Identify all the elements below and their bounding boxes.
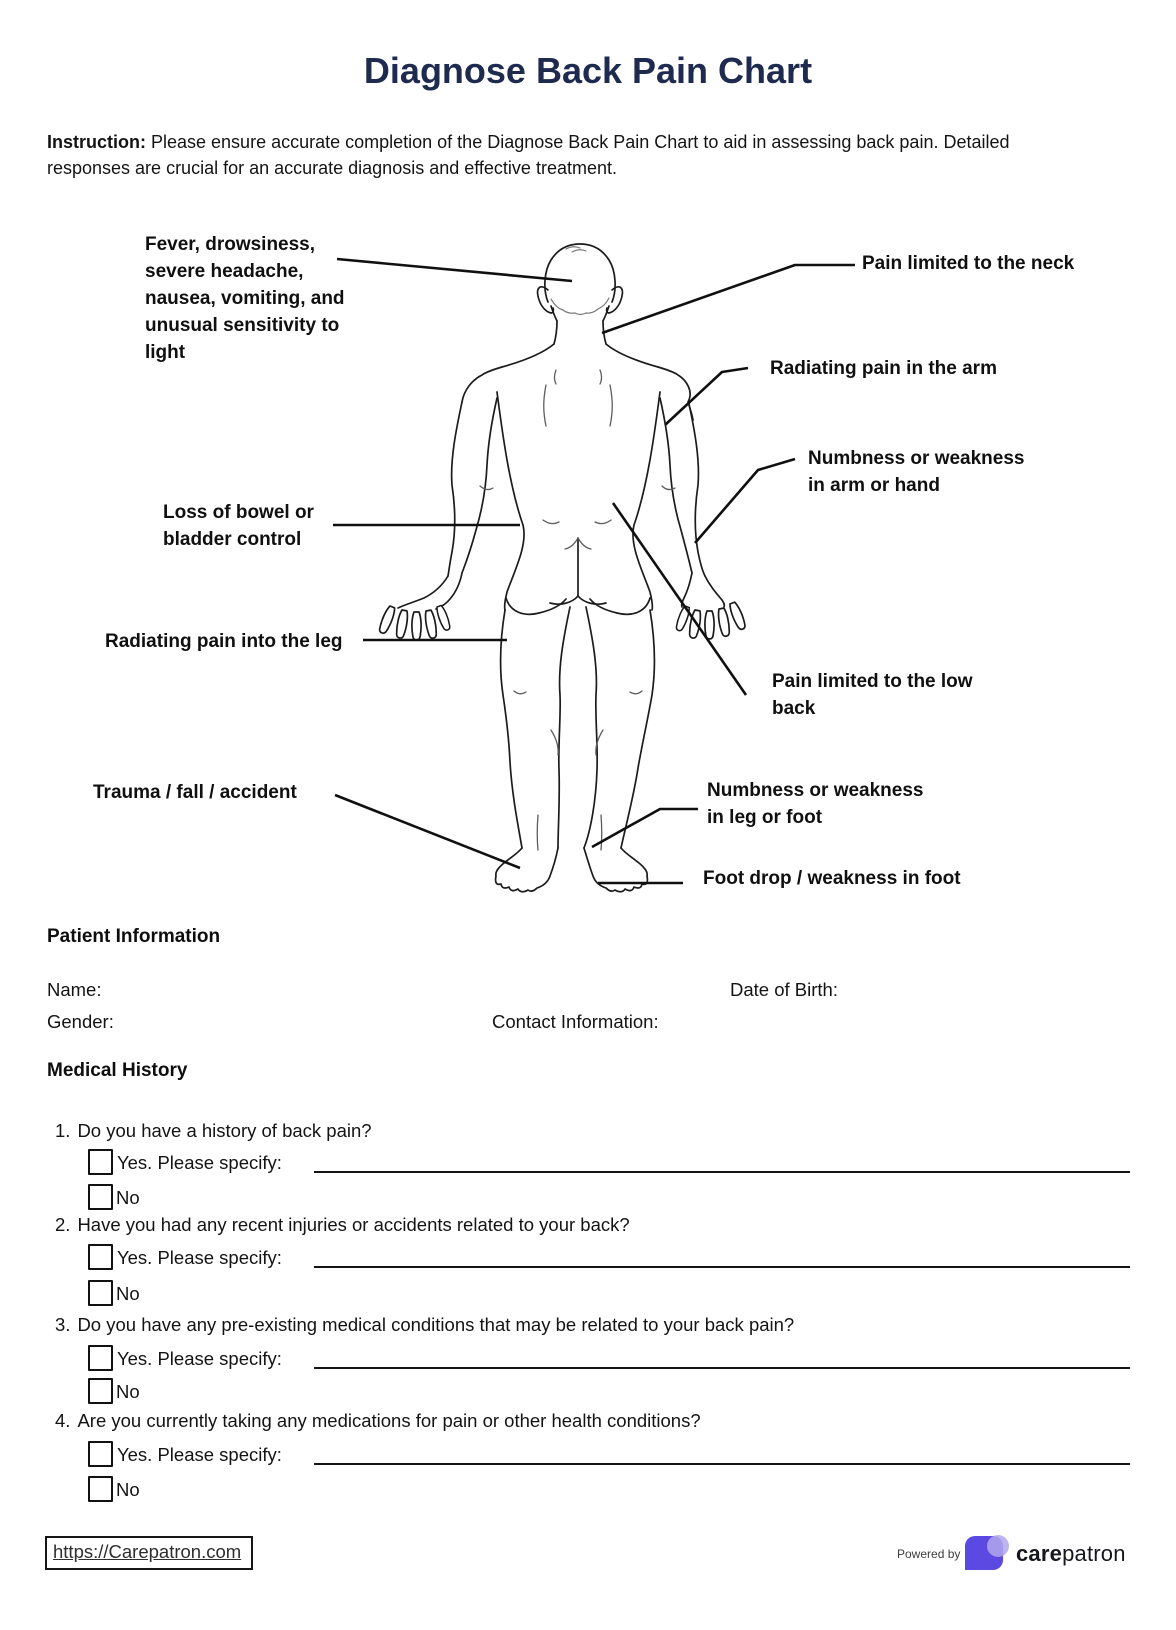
diagram-label-neck: Pain limited to the neck — [862, 253, 1075, 274]
callout-low-back — [613, 503, 746, 695]
q1-yes-label: Yes. Please specify: — [117, 1152, 282, 1173]
q3-no-checkbox[interactable] — [88, 1378, 113, 1404]
instruction-label: Instruction: — [47, 132, 146, 152]
q1-no-label: No — [116, 1187, 140, 1208]
q4-yes-label: Yes. Please specify: — [117, 1444, 282, 1465]
name-label: Name: — [47, 979, 102, 1000]
instruction-text: Please ensure accurate completion of the Diagnose Back Pain Chart to aid in assessing back pain. Detailed responses are crucial for an accurate diagnosis and effective treatment. — [47, 132, 1010, 178]
diagram-label-arm: Radiating pain in the arm — [770, 358, 997, 379]
q4-no-label: No — [116, 1479, 140, 1500]
carepatron-logo-icon — [963, 1534, 1011, 1574]
q4-specify-line[interactable] — [314, 1463, 1130, 1465]
callout-leg-foot — [592, 809, 698, 847]
brand-care: care — [1016, 1541, 1063, 1566]
q1-specify-line[interactable] — [314, 1171, 1130, 1173]
callout-fever — [337, 259, 572, 281]
q3-specify-line[interactable] — [314, 1367, 1130, 1369]
callout-trauma — [335, 795, 520, 868]
gender-label: Gender: — [47, 1011, 114, 1032]
question-1-text: 1. Do you have a history of back pain? — [55, 1120, 372, 1141]
question-3-text: 3. Do you have any pre-existing medical conditions that may be related to your back pain? — [55, 1314, 795, 1335]
q1-no-checkbox[interactable] — [88, 1184, 113, 1210]
question-1-number: 1. — [55, 1120, 71, 1141]
medical-history-heading: Medical History — [47, 1060, 188, 1081]
q3-no-label: No — [116, 1381, 140, 1402]
diagram-label-leg-foot: Numbness or weakness in leg or foot — [707, 780, 924, 828]
diagram-label-fever: Fever, drowsiness, severe headache, nausea, vomiting, and unusual sensitivity to light — [145, 234, 345, 363]
q4-yes-checkbox[interactable] — [88, 1441, 113, 1467]
page-title: Diagnose Back Pain Chart — [363, 50, 813, 91]
callout-arm-hand — [695, 459, 795, 543]
q2-no-checkbox[interactable] — [88, 1280, 113, 1306]
question-4-number: 4. — [55, 1410, 71, 1431]
q2-yes-label: Yes. Please specify: — [117, 1247, 282, 1268]
q2-yes-checkbox[interactable] — [88, 1244, 113, 1270]
q3-yes-label: Yes. Please specify: — [117, 1348, 282, 1369]
contact-information-label: Contact Information: — [492, 1011, 659, 1032]
diagram-label-low-back: Pain limited to the low back — [772, 671, 973, 719]
body-figure-art — [378, 244, 747, 892]
q4-no-checkbox[interactable] — [88, 1476, 113, 1502]
diagram-label-trauma: Trauma / fall / accident — [93, 782, 297, 803]
diagram-label-bowel: Loss of bowel or bladder control — [163, 502, 314, 550]
date-of-birth-label: Date of Birth: — [730, 979, 838, 1000]
footer-link-box — [45, 1536, 253, 1570]
brand-patron: patron — [1062, 1541, 1126, 1566]
instruction-paragraph — [47, 129, 1055, 181]
powered-by-label: Powered by — [897, 1547, 961, 1561]
callout-neck — [602, 265, 855, 333]
question-3-number: 3. — [55, 1314, 71, 1335]
diagram-label-arm-hand: Numbness or weakness in arm or hand — [808, 448, 1025, 496]
question-2-text: 2. Have you had any recent injuries or accidents related to your back? — [55, 1214, 630, 1235]
q1-yes-checkbox[interactable] — [88, 1149, 113, 1175]
question-2-number: 2. — [55, 1214, 71, 1235]
diagram-label-leg: Radiating pain into the leg — [105, 631, 343, 652]
callout-arm — [665, 368, 748, 425]
q2-no-label: No — [116, 1283, 140, 1304]
question-4-text: 4. Are you currently taking any medications for pain or other health conditions? — [55, 1410, 701, 1431]
footer-link[interactable]: https://Carepatron.com — [53, 1541, 242, 1562]
diagram-label-foot-drop: Foot drop / weakness in foot — [703, 868, 961, 889]
brand-carepatron — [1016, 1541, 1126, 1567]
q3-yes-checkbox[interactable] — [88, 1345, 113, 1371]
patient-information-heading: Patient Information — [47, 926, 221, 947]
q2-specify-line[interactable] — [314, 1266, 1130, 1268]
